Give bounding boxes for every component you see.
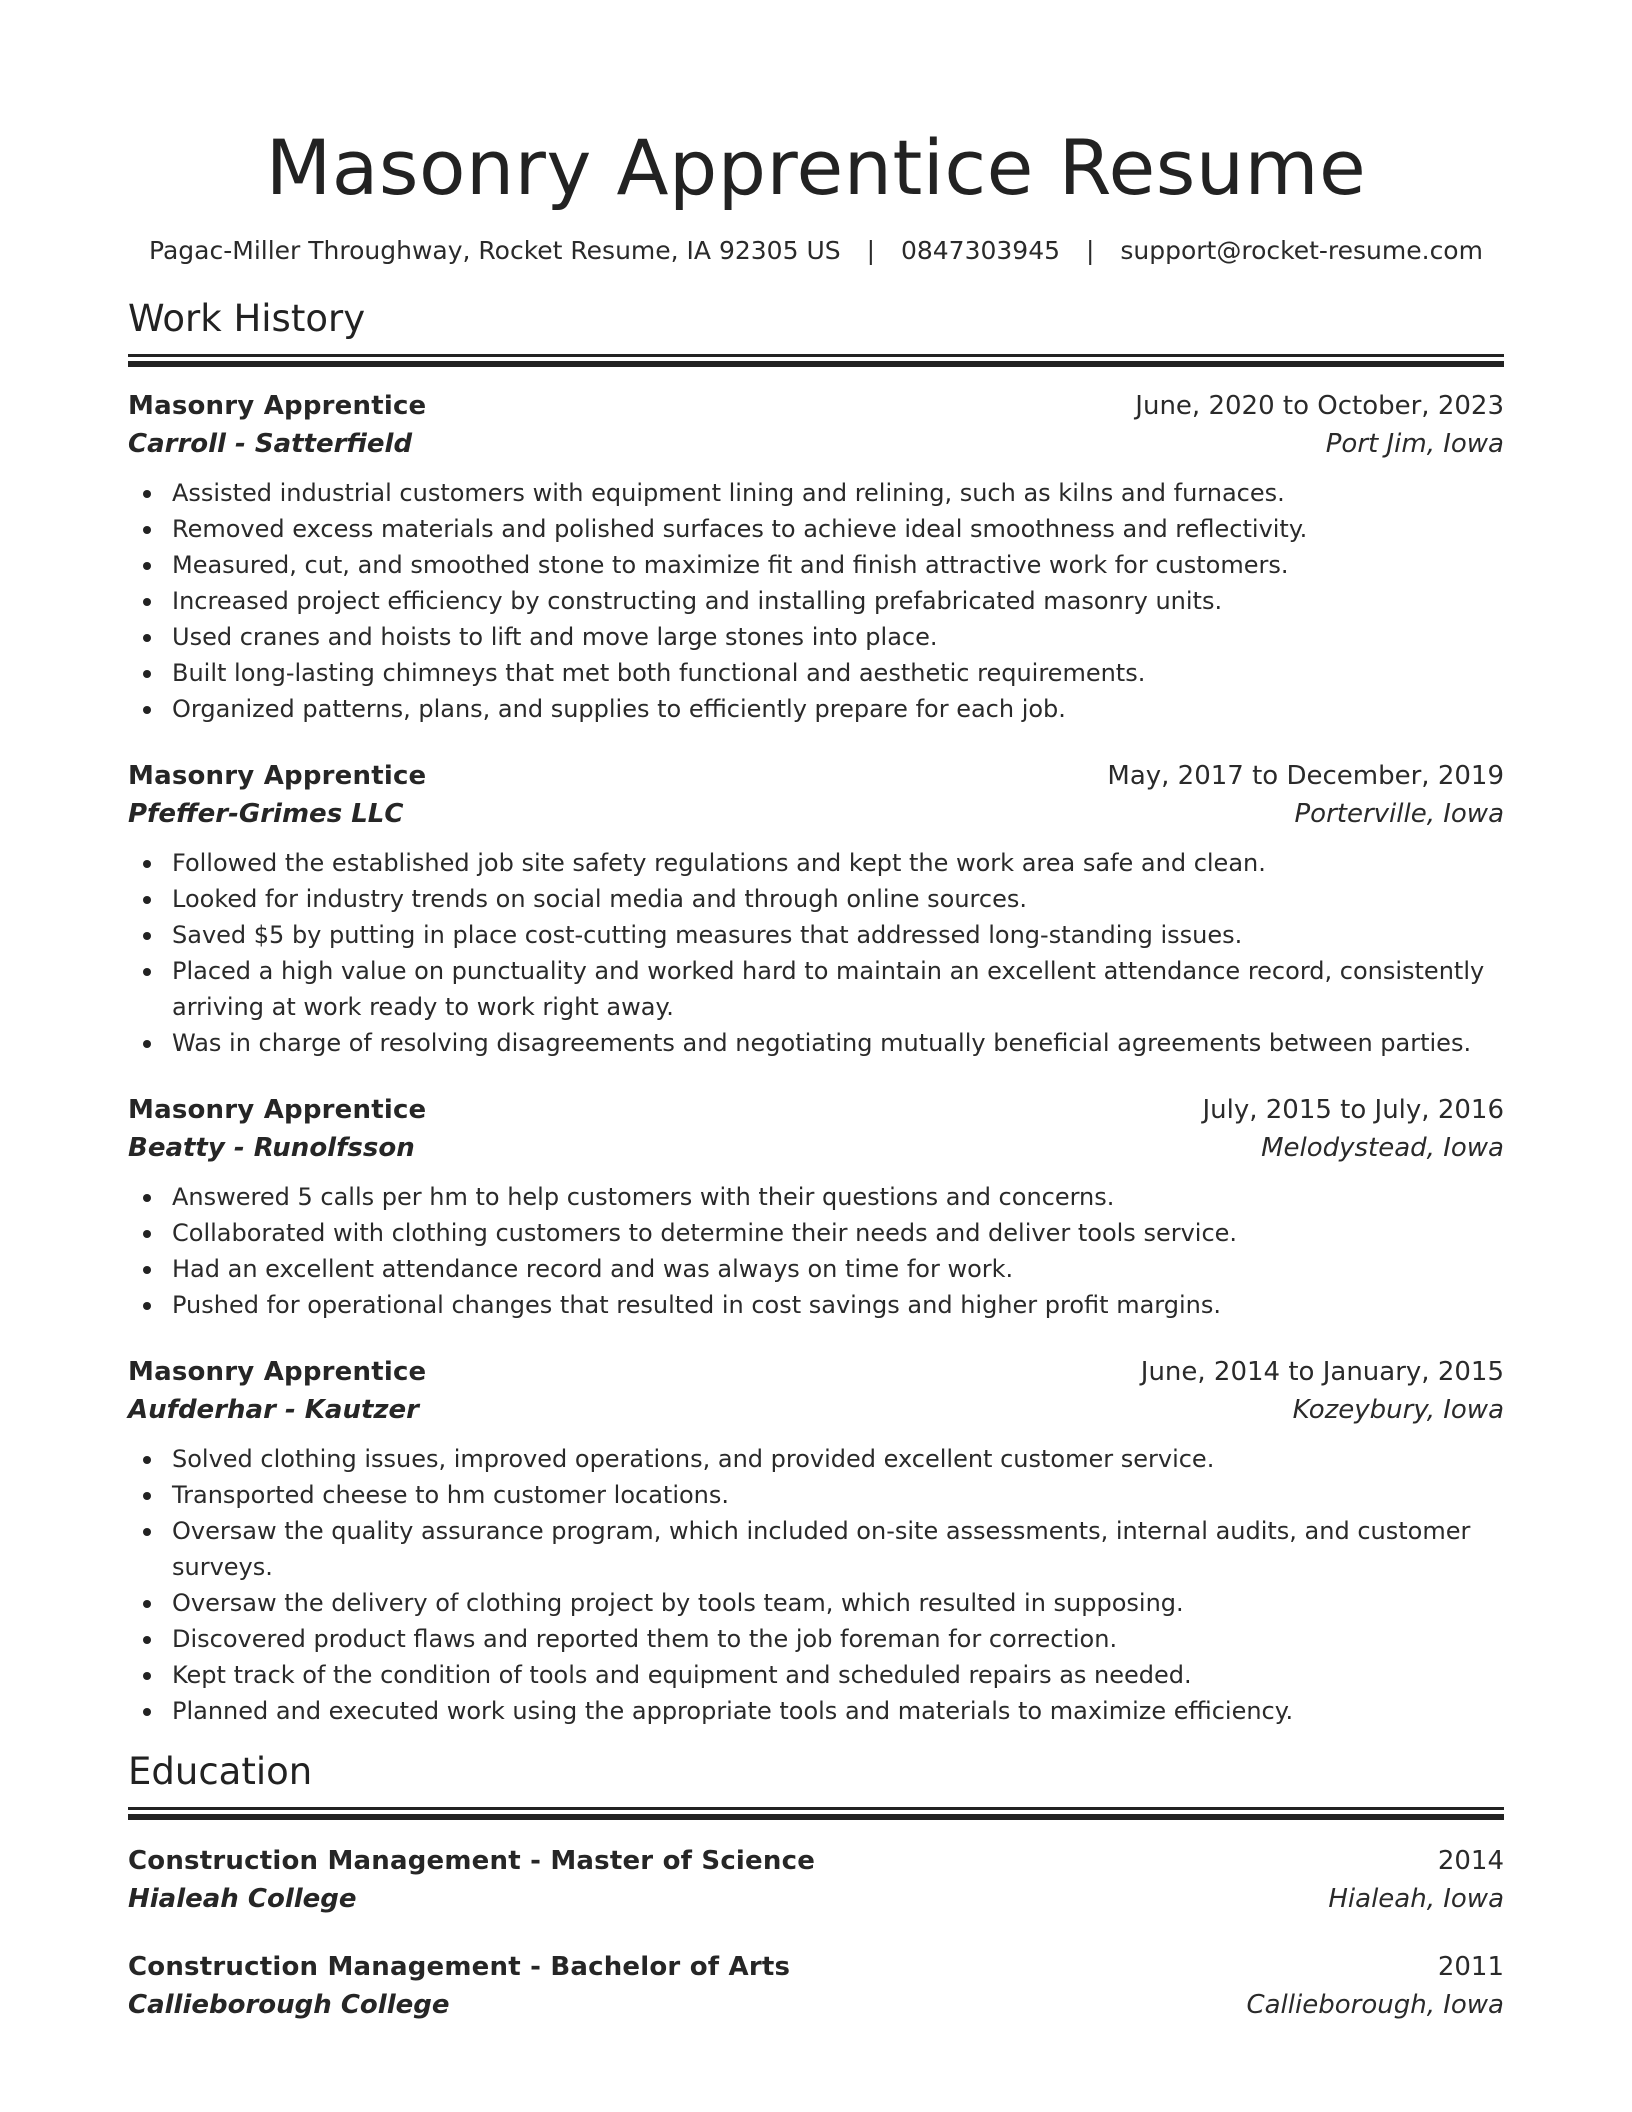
education-heading: Education [128, 1750, 313, 1793]
job-dates: June, 2014 to January, 2015 [1140, 1357, 1504, 1387]
bullet-item: Was in charge of resolving disagreements and negotiating mutually beneficial agreements between parties. [172, 1025, 1504, 1061]
job-location: Porterville, Iowa [1294, 799, 1504, 829]
contact-line [128, 234, 1504, 268]
contact-email: support@rocket-resume.com [1120, 236, 1483, 265]
job-bullets [128, 1441, 1504, 1729]
degree-title: Construction Management - Master of Science [128, 1846, 816, 1876]
contact-separator: | [1085, 236, 1095, 265]
school-location: Callieborough, Iowa [1246, 1990, 1504, 2020]
bullet-item: Looked for industry trends on social media and through online sources. [172, 881, 1504, 917]
school-location: Hialeah, Iowa [1328, 1884, 1504, 1914]
job-location: Kozeybury, Iowa [1292, 1395, 1504, 1425]
job-title: Masonry Apprentice [128, 391, 427, 421]
bullet-item: Organized patterns, plans, and supplies to efficiently prepare for each job. [172, 691, 1504, 727]
bullet-item: Increased project efficiency by constructing and installing prefabricated masonry units. [172, 583, 1504, 619]
job-bullets [128, 475, 1504, 727]
bullet-item: Solved clothing issues, improved operations, and provided excellent customer service. [172, 1441, 1504, 1477]
job-bullets [128, 1179, 1504, 1323]
bullet-item: Assisted industrial customers with equipment lining and relining, such as kilns and furnaces. [172, 475, 1504, 511]
job-company: Beatty - Runolfsson [128, 1133, 415, 1163]
contact-address: Pagac-Miller Throughway, Rocket Resume, IA 92305 US [149, 236, 841, 265]
graduation-year: 2014 [1437, 1846, 1504, 1876]
section-divider [128, 354, 1504, 367]
resume-title: Masonry Apprentice Resume [265, 123, 1367, 212]
bullet-item: Planned and executed work using the appropriate tools and materials to maximize efficiency. [172, 1693, 1504, 1729]
bullet-item: Removed excess materials and polished surfaces to achieve ideal smoothness and reflectivity. [172, 511, 1504, 547]
section-divider [128, 1807, 1504, 1820]
bullet-item: Had an excellent attendance record and was always on time for work. [172, 1251, 1504, 1287]
job-entry [128, 1353, 1504, 1729]
bullet-item: Transported cheese to hm customer locations. [172, 1477, 1504, 1513]
job-company: Aufderhar - Kautzer [128, 1395, 420, 1425]
graduation-year: 2011 [1437, 1952, 1504, 1982]
school-name: Hialeah College [128, 1884, 357, 1914]
job-company: Pfeffer-Grimes LLC [128, 799, 404, 829]
bullet-item: Discovered product flaws and reported them to the job foreman for correction. [172, 1621, 1504, 1657]
bullet-item: Built long-lasting chimneys that met both functional and aesthetic requirements. [172, 655, 1504, 691]
bullet-item: Answered 5 calls per hm to help customers with their questions and concerns. [172, 1179, 1504, 1215]
bullet-item: Collaborated with clothing customers to determine their needs and deliver tools service. [172, 1215, 1504, 1251]
job-dates: July, 2015 to July, 2016 [1202, 1095, 1504, 1125]
job-bullets [128, 845, 1504, 1061]
school-name: Callieborough College [128, 1990, 450, 2020]
education-entry [128, 1948, 1504, 2024]
job-title: Masonry Apprentice [128, 1095, 427, 1125]
contact-phone: 0847303945 [900, 236, 1061, 265]
bullet-item: Placed a high value on punctuality and worked hard to maintain an excellent attendance record, consistently arriving at work ready to work right away. [172, 953, 1504, 1025]
job-dates: June, 2020 to October, 2023 [1135, 391, 1504, 421]
job-title: Masonry Apprentice [128, 761, 427, 791]
job-location: Port Jim, Iowa [1325, 429, 1504, 459]
degree-title: Construction Management - Bachelor of Arts [128, 1952, 791, 1982]
job-location: Melodystead, Iowa [1261, 1133, 1504, 1163]
job-company: Carroll - Satterfield [128, 429, 413, 459]
bullet-item: Used cranes and hoists to lift and move large stones into place. [172, 619, 1504, 655]
bullet-item: Oversaw the quality assurance program, which included on-site assessments, internal audits, and customer surveys. [172, 1513, 1504, 1585]
contact-separator: | [866, 236, 875, 265]
job-title: Masonry Apprentice [128, 1357, 427, 1387]
work-history-section [128, 296, 1504, 1729]
bullet-item: Oversaw the delivery of clothing project by tools team, which resulted in supposing. [172, 1585, 1504, 1621]
work-history-heading: Work History [128, 297, 366, 340]
bullet-item: Pushed for operational changes that resulted in cost savings and higher profit margins. [172, 1287, 1504, 1323]
job-entry [128, 757, 1504, 1061]
bullet-item: Kept track of the condition of tools and equipment and scheduled repairs as needed. [172, 1657, 1504, 1693]
bullet-item: Followed the established job site safety regulations and kept the work area safe and clean. [172, 845, 1504, 881]
job-dates: May, 2017 to December, 2019 [1107, 761, 1504, 791]
education-entry [128, 1842, 1504, 1918]
bullet-item: Measured, cut, and smoothed stone to maximize fit and finish attractive work for customers. [172, 547, 1504, 583]
job-entry [128, 1091, 1504, 1323]
bullet-item: Saved $5 by putting in place cost-cutting measures that addressed long-standing issues. [172, 917, 1504, 953]
job-entry [128, 387, 1504, 727]
education-section [128, 1749, 1504, 2024]
